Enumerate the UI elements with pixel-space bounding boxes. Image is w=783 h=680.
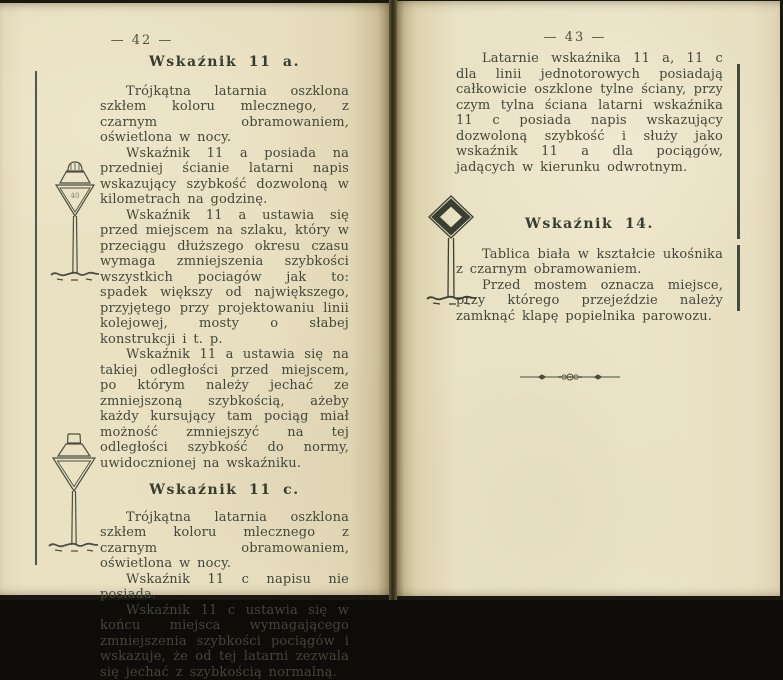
text-column-left	[100, 55, 349, 680]
ornament-shape	[520, 374, 620, 380]
margin-rule-right-lower	[737, 245, 740, 311]
signal-11c-illustration	[41, 429, 107, 559]
paragraph: Przed mostem oznacza miejsce, przy którego przejeździe należy zamknąć klapę popielnika parowozu.	[456, 278, 723, 325]
divider-ornament-icon	[520, 370, 620, 384]
heading-wskaznik-14: Wskaźnik 14.	[456, 217, 723, 233]
heading-wskaznik-11c: Wskaźnik 11 c.	[100, 483, 349, 499]
lantern-shape	[51, 162, 99, 280]
paragraph: Trójkątna latarnia oszklona szkłem koloru mlecznego, z czarnym obramowaniem, oświetlona w nocy.	[100, 84, 349, 146]
text-column-right	[456, 51, 723, 389]
signal-11a-illustration	[44, 156, 106, 288]
paragraph: Trójkątna latarnia oszklona szkłem koloru mlecznego z czarnym obramowaniem, oświetlona w nocy.	[100, 510, 349, 572]
section-divider	[520, 370, 620, 389]
paragraph: Tablica biała w kształcie ukośnika z czarnym obramowaniem.	[456, 247, 723, 278]
page-number: — 42 —	[92, 33, 192, 48]
page-43	[397, 1, 780, 596]
heading-wskaznik-11a: Wskaźnik 11 a.	[100, 55, 349, 71]
paragraph: Wskaźnik 11 a posiada na przedniej ścianie latarni napis wskazujący szybkość dozwoloną w kilometrach na godzinę.	[100, 146, 349, 208]
paragraph: Wskaźnik 11 c ustawia się w końcu miejsca wymagającego zmniejszenia szybkości pociągów i wskazuje, że od tej latarni zezwala się jechać z szybkością normalną.	[100, 603, 349, 680]
paragraph: Wskaźnik 11 a ustawia się na takiej odległości przed miejscem, po którym należy jechać ze zmniejszoną szybkością, ażeby każdy kursujący tam pociąg miał możność zmniejszyć na tej odległości szybkość do normy, uwidocznionej na wskaźniku.	[100, 347, 349, 471]
paragraph: Wskaźnik 11 a ustawia się przed miejscem na szlaku, który w przeciągu dłuższego okresu czasu wymaga zmniejszenia szybkości wszystkich pociagów jak to: spadek większy od największego, przyjętego przy projektowaniu linii kolejowej, mosty o słabej konstrukcji i t. p.	[100, 208, 349, 348]
triangular-lantern-icon	[44, 156, 106, 288]
lantern-speed-inscription: 40	[71, 192, 80, 200]
paragraph: Wskaźnik 11 c napisu nie posiada.	[100, 572, 349, 603]
triangular-lantern-icon	[41, 429, 107, 559]
margin-rule-right-upper	[737, 64, 740, 239]
margin-rule-left	[35, 71, 37, 565]
lantern-shape	[49, 434, 98, 551]
page-number: — 43 —	[525, 30, 625, 45]
paragraph: Latarnie wskaźnika 11 a, 11 c dla linii jednotorowych posiadają całkowicie oszklone tylne ściany, przy czym tylna ściana latarni wskaźnika 11 c posiada napis wskazujący dozwoloną szybkość i służy jako wskaźnik 11 a dla pociągów, jadących w kierunku odwrotnym.	[456, 51, 723, 175]
page-42	[0, 3, 389, 595]
book-gutter	[389, 0, 397, 600]
